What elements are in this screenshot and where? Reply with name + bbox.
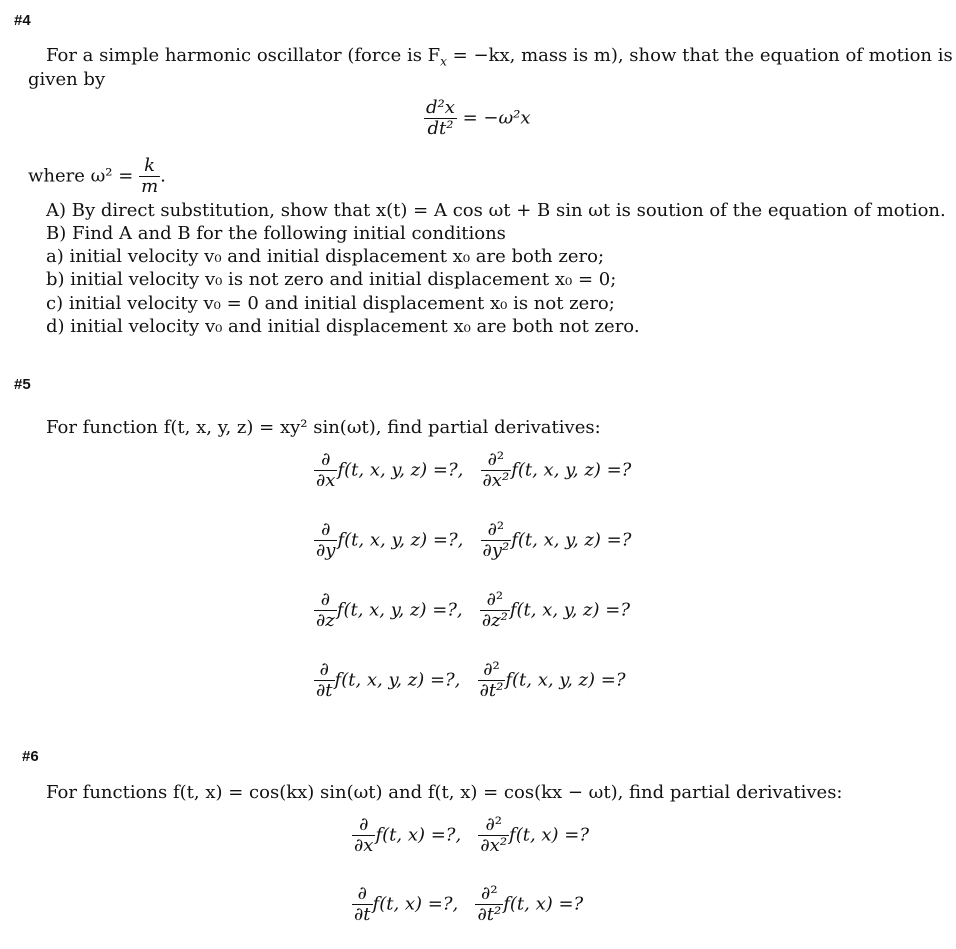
eq-fraction	[424, 98, 457, 139]
item-b: b) initial velocity v₀ is not zero and initial displacement x₀ = 0;	[46, 269, 617, 290]
problem-4-intro-line2: given by	[28, 69, 106, 90]
where-text: where ω² =	[28, 165, 140, 187]
deriv-expr: f(t, x, y, z) =?,	[336, 599, 463, 621]
partial-num: ∂	[314, 520, 337, 541]
partial-num: ∂	[352, 884, 373, 905]
partial2-den: ∂x²	[482, 470, 510, 491]
partial-den: ∂t	[316, 680, 333, 701]
problem-5-header: #5	[14, 376, 31, 393]
intro-text-a: For a simple harmonic oscillator (force is F	[46, 45, 441, 66]
intro-text-b: = −kx, mass is m), show that the equation of motion is	[446, 45, 953, 66]
p6-deriv-row-x	[352, 815, 589, 856]
deriv2-expr: f(t, x) =?	[503, 893, 584, 915]
omega-numerator: k	[139, 156, 160, 177]
eq-numerator: d²x	[426, 97, 455, 118]
partial-den: ∂x	[316, 470, 336, 491]
partial-num: ∂	[352, 815, 375, 836]
partial-fraction	[314, 660, 335, 701]
partial2-fraction	[478, 815, 509, 856]
item-d: d) initial velocity v₀ and initial displacement x₀ are both not zero.	[46, 316, 640, 337]
partial-fraction	[314, 520, 337, 561]
p5-deriv-row-x	[314, 450, 631, 491]
deriv2-expr: f(t, x, y, z) =?	[505, 669, 626, 691]
item-c: c) initial velocity v₀ = 0 and initial displacement x₀ is not zero;	[46, 293, 615, 314]
omega-fraction	[139, 156, 160, 197]
partial2-den: ∂z²	[481, 610, 508, 631]
problem-4-intro-line1	[46, 44, 953, 74]
partial2-den: ∂t²	[477, 904, 502, 925]
partial2-num: ∂²	[475, 884, 503, 905]
deriv-expr: f(t, x, y, z) =?,	[337, 459, 464, 481]
equation-of-motion	[424, 98, 531, 139]
partial-den: ∂y	[316, 540, 336, 561]
item-A: A) By direct substitution, show that x(t) = A cos ωt + B sin ωt is soution of the equation of motion.	[46, 200, 946, 221]
partial-num: ∂	[314, 590, 337, 611]
deriv2-expr: f(t, x, y, z) =?	[509, 599, 630, 621]
partial2-fraction	[481, 520, 512, 561]
partial-fraction	[352, 884, 373, 925]
partial2-den: ∂t²	[479, 680, 504, 701]
item-B: B) Find A and B for the following initial conditions	[46, 223, 506, 244]
partial2-num: ∂²	[480, 590, 510, 611]
partial2-fraction	[481, 450, 512, 491]
deriv-expr: f(t, x, y, z) =?,	[334, 669, 461, 691]
partial-num: ∂	[314, 450, 337, 471]
where-end: .	[160, 165, 166, 187]
deriv-expr: f(t, x, y, z) =?,	[337, 529, 464, 551]
item-a: a) initial velocity v₀ and initial displacement x₀ are both zero;	[46, 246, 605, 267]
p5-deriv-row-t	[314, 660, 625, 701]
p5-deriv-row-z	[314, 590, 630, 631]
partial-num: ∂	[314, 660, 335, 681]
deriv2-expr: f(t, x, y, z) =?	[511, 529, 632, 551]
partial2-fraction	[478, 660, 506, 701]
partial2-den: ∂x²	[480, 835, 508, 856]
omega-definition	[28, 156, 166, 197]
partial2-fraction	[480, 590, 510, 631]
partial2-num: ∂²	[481, 520, 512, 541]
problem-4-header: #4	[14, 12, 31, 29]
partial-fraction	[352, 815, 375, 856]
partial-fraction	[314, 590, 337, 631]
partial-den: ∂x	[354, 835, 374, 856]
p5-deriv-row-y	[314, 520, 631, 561]
partial-den: ∂z	[316, 610, 335, 631]
deriv2-expr: f(t, x, y, z) =?	[511, 459, 632, 481]
problem-6-header: #6	[22, 748, 39, 765]
partial2-num: ∂²	[481, 450, 512, 471]
eq-denominator: dt²	[427, 118, 454, 139]
intro-subscript: x	[440, 54, 447, 69]
deriv-expr: f(t, x) =?,	[372, 893, 459, 915]
omega-denominator: m	[141, 176, 159, 197]
problem-6-intro: For functions f(t, x) = cos(kx) sin(ωt) and f(t, x) = cos(kx − ωt), find partial derivatives:	[46, 782, 843, 803]
partial-fraction	[314, 450, 337, 491]
partial-den: ∂t	[354, 904, 371, 925]
partial2-num: ∂²	[478, 660, 506, 681]
deriv2-expr: f(t, x) =?	[509, 824, 590, 846]
problem-5-intro: For function f(t, x, y, z) = xy² sin(ωt), find partial derivatives:	[46, 417, 601, 438]
eq-rhs: = −ω²x	[456, 107, 531, 129]
partial2-fraction	[475, 884, 503, 925]
p6-deriv-row-t	[352, 884, 583, 925]
partial2-num: ∂²	[478, 815, 509, 836]
deriv-expr: f(t, x) =?,	[375, 824, 462, 846]
partial2-den: ∂y²	[482, 540, 510, 561]
